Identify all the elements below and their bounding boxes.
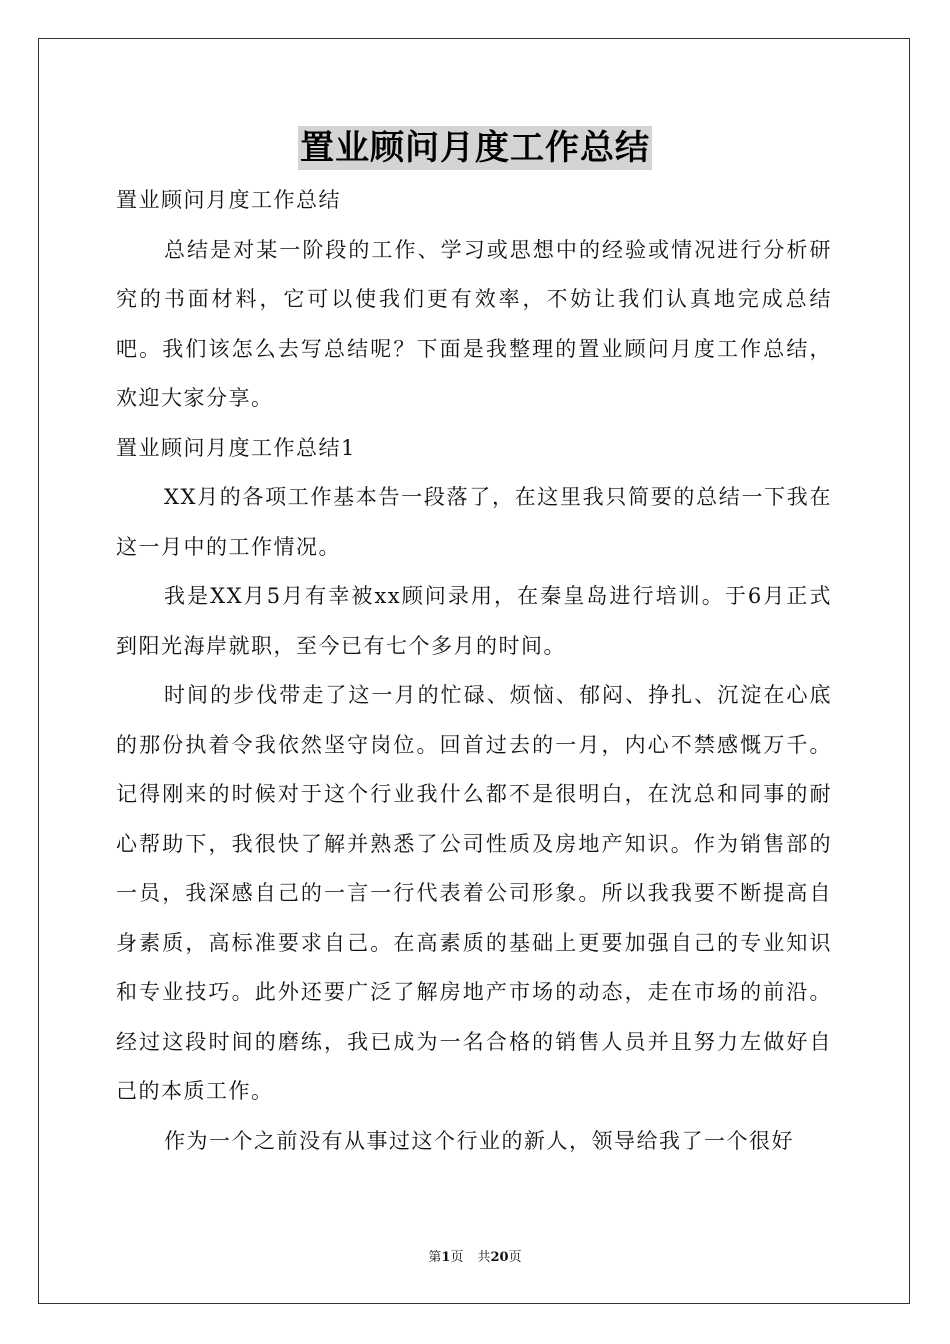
section-heading-1: 置业顾问月度工作总结1 — [116, 435, 356, 460]
page-number-current: 1 — [441, 1250, 451, 1265]
paragraph-subtitle: 置业顾问月度工作总结 — [116, 188, 341, 212]
page-number-prefix: 第 — [428, 1250, 442, 1265]
page-number-suffix: 页 — [450, 1250, 464, 1265]
paragraph-body: 时间的步伐带走了这一月的忙碌、烦恼、郁闷、挣扎、沉淀在心底的那份执着令我依然坚守岗位。回首过去的一月，内心不禁感慨万千。记得刚来的时候对于这个行业我什么都不是很明白，在沈总和同事的耐心帮助下，我很快了解并熟悉了公司性质及房地产知识。作为销售部的一员，我深感自己的一言一行代表着公司形象。所以我我要不断提高自身素质，高标准要求自己。在高素质的基础上更要加强自己的专业知识和专业技巧。此外还要广泛了解房地产市场的动态，走在市场的前沿。经过这段时间的磨练，我已成为一名合格的销售人员并且努力左做好自己的本质工作。 — [116, 683, 832, 1103]
paragraph-body: XX月的各项工作基本告一段落了，在这里我只简要的总结一下我在这一月中的工作情况。 — [116, 485, 832, 559]
paragraph-intro: 总结是对某一阶段的工作、学习或思想中的经验或情况进行分析研究的书面材料，它可以使我们更有效率，不妨让我们认真地完成总结吧。我们该怎么去写总结呢？下面是我整理的置业顾问月度工作总结，欢迎大家分享。 — [116, 237, 832, 410]
page-total-prefix: 共 — [477, 1250, 491, 1265]
title-container — [0, 126, 950, 170]
page-total-suffix: 页 — [508, 1250, 522, 1265]
page-total-count: 20 — [490, 1250, 509, 1265]
paragraph-body: 我是XX月5月有幸被xx顾问录用，在秦皇岛进行培训。于6月正式到阳光海岸就职，至今已有七个多月的时间。 — [116, 584, 832, 658]
page-footer — [0, 1246, 950, 1265]
document-title: 置业顾问月度工作总结 — [300, 128, 650, 168]
paragraph-body: 作为一个之前没有从事过这个行业的新人，领导给我了一个很好 — [164, 1128, 794, 1153]
document-body — [116, 176, 832, 1166]
